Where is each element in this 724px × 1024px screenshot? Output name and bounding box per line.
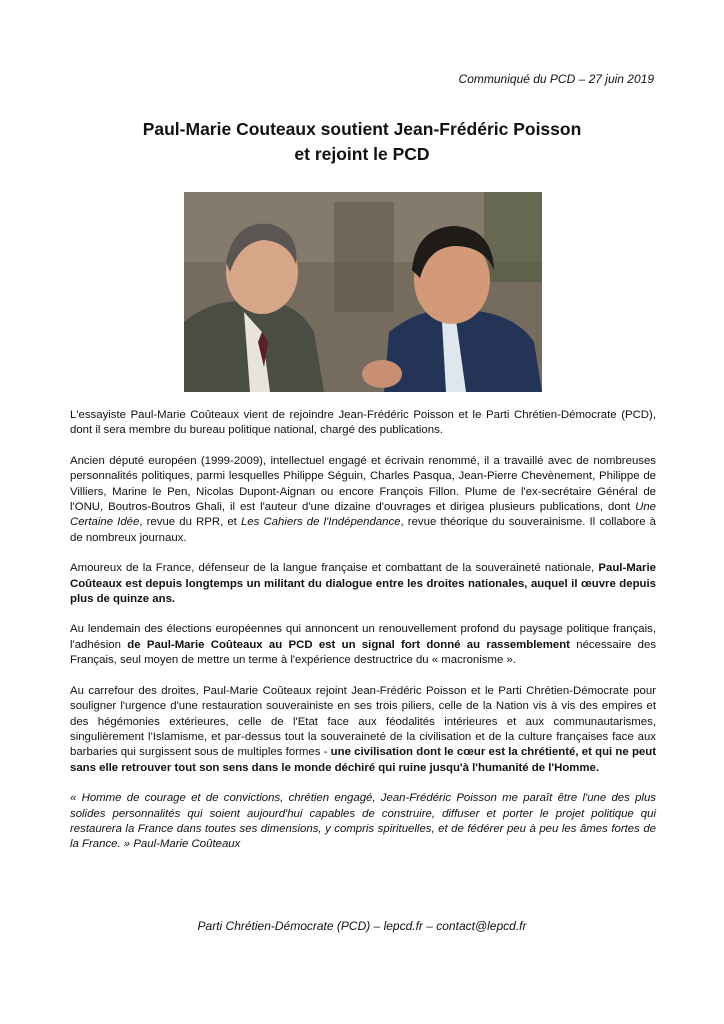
quote-attribution: Paul-Marie Coûteaux [133,838,241,851]
paragraph-3-normal: Amoureux de la France, défenseur de la langue française et combattant de la souveraineté nationale, [70,562,599,575]
paragraph-4-normal-1: Au lendemain des élections européennes qui annoncent un renouvellement profond du paysage politique français, l'adhésion [70,623,656,651]
article-body [70,408,656,868]
publication-title-1: Une Certaine Idée [70,501,656,529]
paragraph-2 [70,454,656,546]
press-photo-illustration [184,192,542,392]
paragraph-4-normal-2: nécessaire des Français, seul moyen de mettre un terme à l'expérience destructrice du « macronisme ». [70,638,657,667]
title-line-2: et rejoint le PCD [294,144,430,164]
paragraph-4 [70,622,656,668]
paragraph-2-part-2: , revue du RPR, et [139,516,241,529]
paragraph-3-bold: Paul-Marie Coûteaux est depuis longtemps un militant du dialogue entre les droites nationales, auquel il œuvre depuis plus de quinze ans. [70,562,656,606]
page-title [0,117,724,167]
title-line-1: Paul-Marie Couteaux soutient Jean-Frédéric Poisson [142,119,582,139]
paragraph-3 [70,561,656,607]
paragraph-5-bold: une civilisation dont le cœur est la chrétienté, et qui ne peut sans elle retrouver tout son sens dans le monde déchiré qui ruine jusqu'à l'humanité de l'Homme. [70,746,656,774]
paragraph-2-part-3: , revue théorique du souverainisme. Il collabore à de nombreux journaux. [70,516,656,544]
paragraph-1: L'essayiste Paul-Marie Coûteaux vient de rejoindre Jean-Frédéric Poisson et le Parti Chrétien-Démocrate (PCD), dont il sera membre du bureau politique national, chargé des publications. [70,409,656,437]
dateline: Communiqué du PCD – 27 juin 2019 [458,72,654,86]
publication-title-2: Les Cahiers de l'Indépendance [240,516,401,529]
paragraph-5 [70,684,656,776]
paragraph-5-normal: Au carrefour des droites, Paul-Marie Coûteaux rejoint Jean-Frédéric Poisson et le Parti Chrétien-Démocrate pour souligner l'urgence d'une restauration souverainiste en ses trois piliers, celle de la Nation vis à vis des empires et des hégémonies extérieures, celle de l'Etat face aux féodalités intérieures et aux communautarismes, singulièrement l'Islamisme, et par-dessus tout la souveraineté de la civilisation et de la culture françaises face aux barbaries qui surgissent sous de multiples formes - [70,684,656,759]
footer-contact: Parti Chrétien-Démocrate (PCD) – lepcd.fr – contact@lepcd.fr [197,919,527,933]
press-photo [184,192,542,392]
quote-paragraph [70,791,656,853]
quote-text: « Homme de courage et de convictions, chrétien engagé, Jean-Frédéric Poisson me paraît être l'une des plus solides personnalités qui soient aujourd'hui capables de construire, diffuser et porter le projet politique qui restaurera la France dans toutes ses dimensions, y compris spirituelles, et de fédérer peu à peu les âmes fortes de la France. » [70,792,656,851]
paragraph-2-part-1: Ancien député européen (1999-2009), intellectuel engagé et écrivain renommé, il a travaillé avec de nombreuses personnalités politiques, parmi lesquelles Philippe Séguin, Charles Pasqua, Jean-Pierre Chevènement, Philippe de Villiers, Marine le Pen, Nicolas Dupont-Aignan ou encore François Fillon. Plume de l'ex-secrétaire Général de l'ONU, Boutros-Boutros Ghali, il est l'auteur d'une dizaine d'ouvrages et dirigea plusieurs publications, dont [70,454,656,514]
paragraph-4-bold: de Paul-Marie Coûteaux au PCD est un signal fort donné au rassemblement [127,638,570,651]
